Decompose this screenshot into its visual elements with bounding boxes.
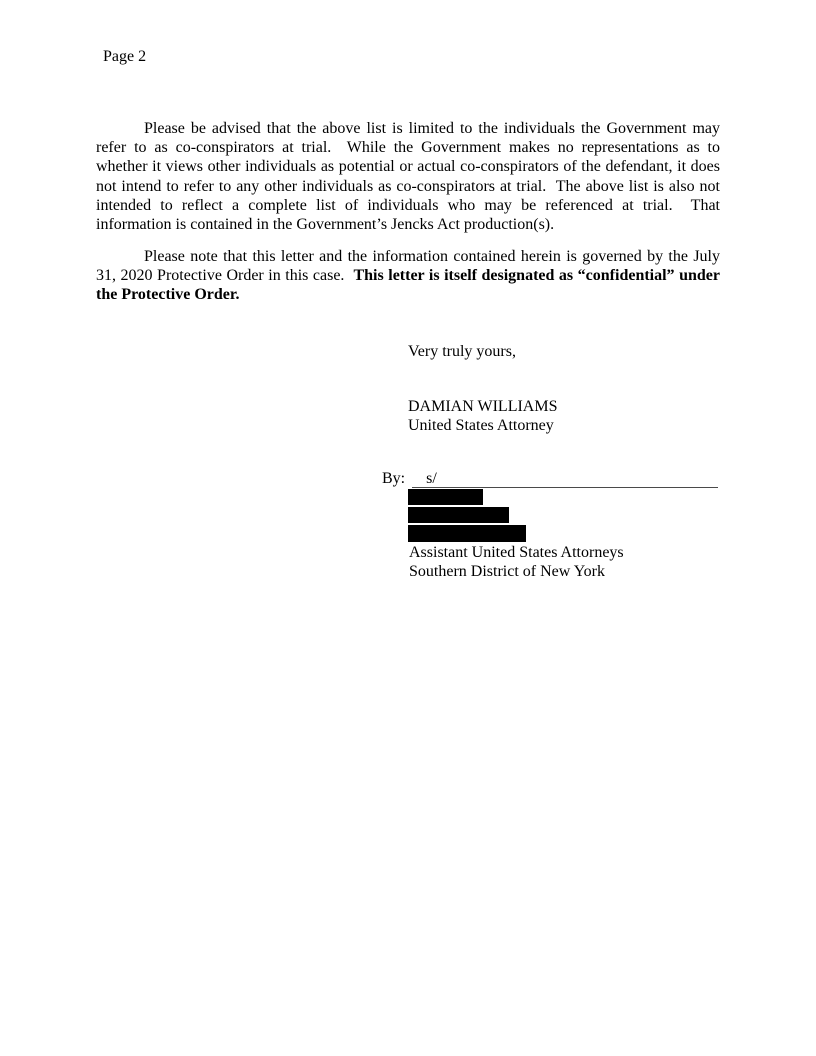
attorneys-line: Assistant United States Attorneys <box>409 544 624 561</box>
page-number: Page 2 <box>103 48 147 65</box>
signer-name: DAMIAN WILLIAMS <box>408 398 558 415</box>
signature-rule-line <box>412 470 718 488</box>
paragraph-coconspirators <box>96 119 724 234</box>
paragraph-text: Please be advised that the above list is limited to the individuals the Government may refer to as co-conspirators at trial. While the Government makes no representations as to whether it views other individuals as potential or actual co-conspirators of the defendant, it does not intend to refer to any other individuals as co-conspirators at trial. The above list is also not intended to reflect a complete list of individuals who may be referenced at trial. That information is contained in the Government’s Jencks Act production(s). <box>96 120 724 234</box>
closing-salutation: Very truly yours, <box>408 343 516 360</box>
paragraph-protective-order <box>96 247 724 305</box>
signer-block <box>408 397 557 435</box>
paragraph-text-normal: Please note that this letter and the information contained herein is governed by the July 31, 2020 Protective Order in this case. <box>96 248 724 285</box>
signer-title: United States Attorney <box>408 417 554 435</box>
by-signature-line <box>382 470 718 488</box>
by-label: By: <box>382 470 406 487</box>
district-line: Southern District of New York <box>409 563 605 581</box>
attorneys-block <box>409 543 624 581</box>
redaction-bar <box>408 489 483 505</box>
redaction-bar <box>408 507 509 523</box>
paragraph-text-bold-confidential: This letter is itself designated as “confidential” under the Protective Order. <box>96 267 724 304</box>
signature-s-mark: s/ <box>426 470 437 487</box>
redaction-bar <box>408 525 526 542</box>
